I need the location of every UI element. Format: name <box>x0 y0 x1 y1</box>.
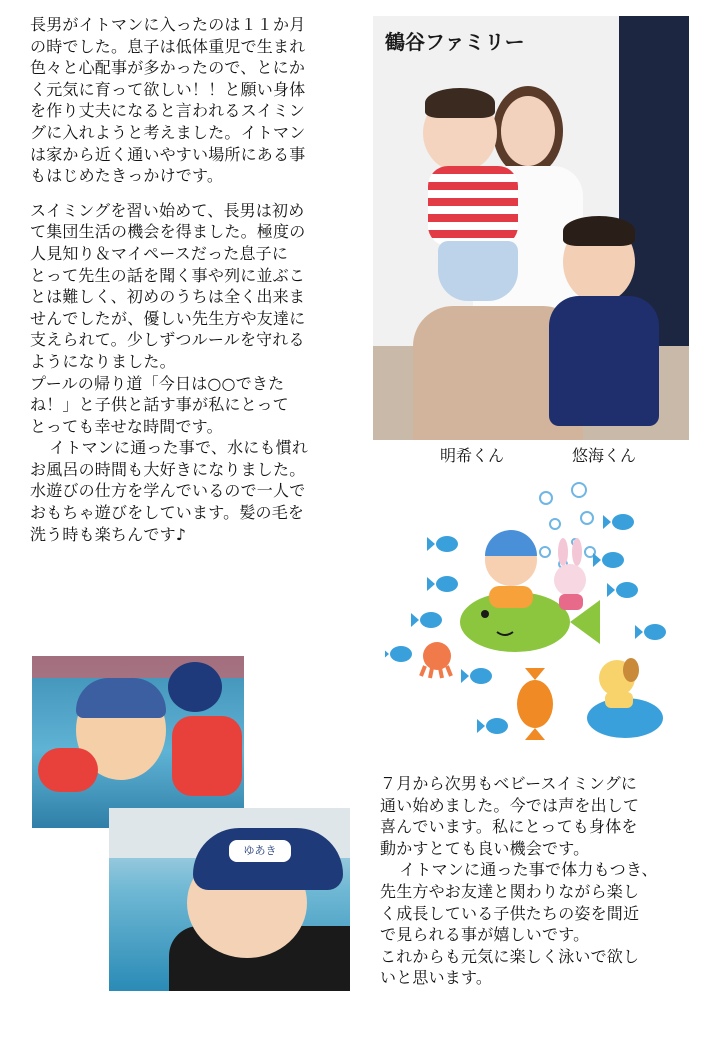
text-line: イトマンに通った事で、水にも慣れ <box>49 438 309 458</box>
text-line: おもちゃ遊びをしています。髪の毛を <box>30 503 305 523</box>
text-line: て集団生活の機会を得ました。極度の <box>30 222 306 242</box>
dog-on-fish <box>587 658 663 738</box>
family-photo-title: 鶴谷ファミリー <box>385 30 525 54</box>
bunny <box>554 538 586 610</box>
text-line: 長男がイトマンに入ったのは１１か月 <box>30 15 306 34</box>
text-line: ７月から次男もベビースイミングに <box>380 774 638 793</box>
text-line: これからも元気に楽しく泳いで欲し <box>380 946 640 966</box>
text-line: プールの帰り道「今日は○○できた <box>30 373 285 393</box>
text-line: 動かすとても良い機会です。 <box>380 838 590 858</box>
orange-fish <box>517 668 553 740</box>
text-line: とっても幸せな時間です。 <box>30 416 223 436</box>
octopus <box>421 642 451 678</box>
text-line: 先生方やお友達と関わりながら楽し <box>380 881 640 901</box>
text-line: グに入れようと考えました。イトマン <box>30 122 306 142</box>
text-line: とは難しく、初めのうちは全く出来ま <box>30 287 306 307</box>
text-line: の時でした。息子は低体重児で生まれ <box>30 36 306 56</box>
text-line: 人見知り＆マイペースだった息子に <box>30 243 289 263</box>
text-line: 喜んでいます。私にとっても身体を <box>380 817 638 837</box>
text-line: いと思います。 <box>380 968 493 988</box>
paragraph-3 <box>30 437 352 545</box>
paragraph-4 <box>380 773 690 859</box>
text-line: 色々と心配事が多かったので、とにか <box>30 58 306 78</box>
swimming-child <box>485 530 537 608</box>
text-line: 洗う時も楽ちんです♪ <box>30 524 187 544</box>
photo-caption-younger-son: 悠海くん <box>572 446 637 465</box>
text-line: お風呂の時間も大好きになりました。 <box>30 459 306 479</box>
text-line: で見られる事が嬉しいです。 <box>380 925 590 945</box>
text-line: もはじめたきっかけです。 <box>30 166 224 186</box>
paragraph-2 <box>30 200 352 438</box>
text-line: を作り丈夫になると言われるスイミン <box>30 101 306 121</box>
pool-photo-younger-son <box>109 808 350 991</box>
pool-photo-older-son <box>32 656 244 828</box>
text-line: 通い始めました。今では声を出して <box>380 795 640 815</box>
right-article-text <box>380 773 690 989</box>
text-line: く元気に育って欲しい！！と願い身体 <box>30 79 306 99</box>
text-line: ようになりました。 <box>30 351 176 371</box>
text-line: スイミングを習い始めて、長男は初め <box>30 200 305 220</box>
text-line: は家から近く通いやすい場所にある事 <box>30 144 306 164</box>
text-line: く成長している子供たちの姿を間近 <box>380 903 640 923</box>
paragraph-5 <box>380 859 690 989</box>
text-line: 水遊びの仕方を学んでいるので一人で <box>30 481 306 501</box>
cap-name-label: ゆあき <box>229 840 291 862</box>
text-line: せんでしたが、優しい先生方や友達に <box>30 308 306 328</box>
paragraph-1 <box>30 14 352 187</box>
left-article-text <box>30 14 352 545</box>
text-line: ね！」と子供と話す事が私にとって <box>30 395 289 415</box>
family-photo <box>373 16 689 440</box>
text-line: イトマンに通った事で体力もつき、 <box>399 860 658 880</box>
text-line: とって先生の話を聞く事や列に並ぶこ <box>30 265 306 285</box>
swimming-kids-illustration <box>385 482 675 747</box>
text-line: 支えられて。少しずつルールを守れる <box>30 330 305 350</box>
photo-caption-older-son: 明希くん <box>440 446 505 465</box>
